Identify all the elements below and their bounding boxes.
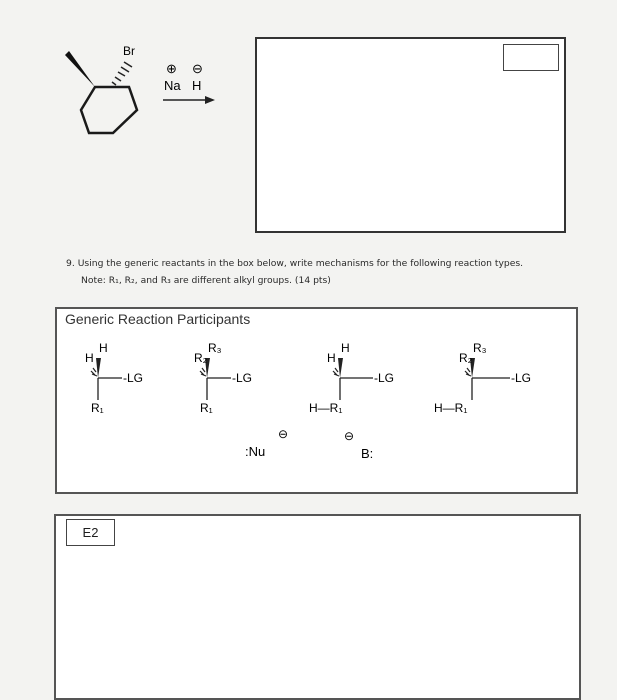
s2-bottom: R₁ — [200, 401, 213, 415]
plus-charge: ⊕ — [166, 61, 177, 76]
s3-left: H — [327, 351, 336, 365]
s2-left: R₂ — [194, 351, 208, 365]
s4-lg: -LG — [511, 371, 532, 385]
question-body: Using the generic reactants in the box below, write mechanisms for the following reaction types. — [77, 258, 524, 269]
hydride-label: H — [192, 78, 202, 93]
s1-top: H — [99, 341, 108, 355]
s3-top: H — [341, 341, 350, 355]
s1-left: H — [85, 351, 94, 365]
s2-top: R₃ — [208, 341, 222, 355]
structure-2 — [194, 341, 252, 415]
participants-structures — [55, 330, 578, 490]
reaction-scheme — [55, 35, 235, 150]
minus-charge: ⊖ — [192, 61, 203, 76]
bromine-label: Br — [123, 44, 135, 58]
structure-1 — [85, 341, 143, 415]
small-checkbox[interactable] — [503, 44, 559, 71]
s4-top: R₃ — [473, 341, 487, 355]
base-label: B: — [361, 446, 374, 461]
s3-lg: -LG — [374, 371, 395, 385]
nucleophile-label: :Nu — [245, 444, 266, 459]
e2-answer-box[interactable] — [54, 514, 581, 700]
structure-4 — [434, 341, 531, 415]
structure-3 — [309, 341, 394, 415]
s4-bottom: H—R₁ — [434, 401, 468, 415]
s4-left: R₂ — [459, 351, 473, 365]
s1-lg: -LG — [123, 371, 144, 385]
methyl-wedge — [65, 51, 95, 87]
question-note: Note: R₁, R₂, and R₃ are different alkyl groups. (14 pts) — [81, 275, 331, 286]
question-number: 9. — [66, 258, 75, 269]
base-charge: ⊖ — [344, 429, 355, 443]
arrow-head — [205, 96, 215, 104]
e2-label: E2 — [66, 519, 115, 546]
s2-lg: -LG — [232, 371, 253, 385]
hashed-bond — [112, 62, 132, 85]
question-text — [66, 255, 586, 289]
nucleophile-charge: ⊖ — [278, 427, 289, 441]
cyclohexane-ring — [81, 87, 137, 133]
sodium-label: Na — [164, 78, 181, 93]
s1-bottom: R₁ — [91, 401, 104, 415]
participants-title: Generic Reaction Participants — [65, 311, 251, 327]
s3-bottom: H—R₁ — [309, 401, 343, 415]
